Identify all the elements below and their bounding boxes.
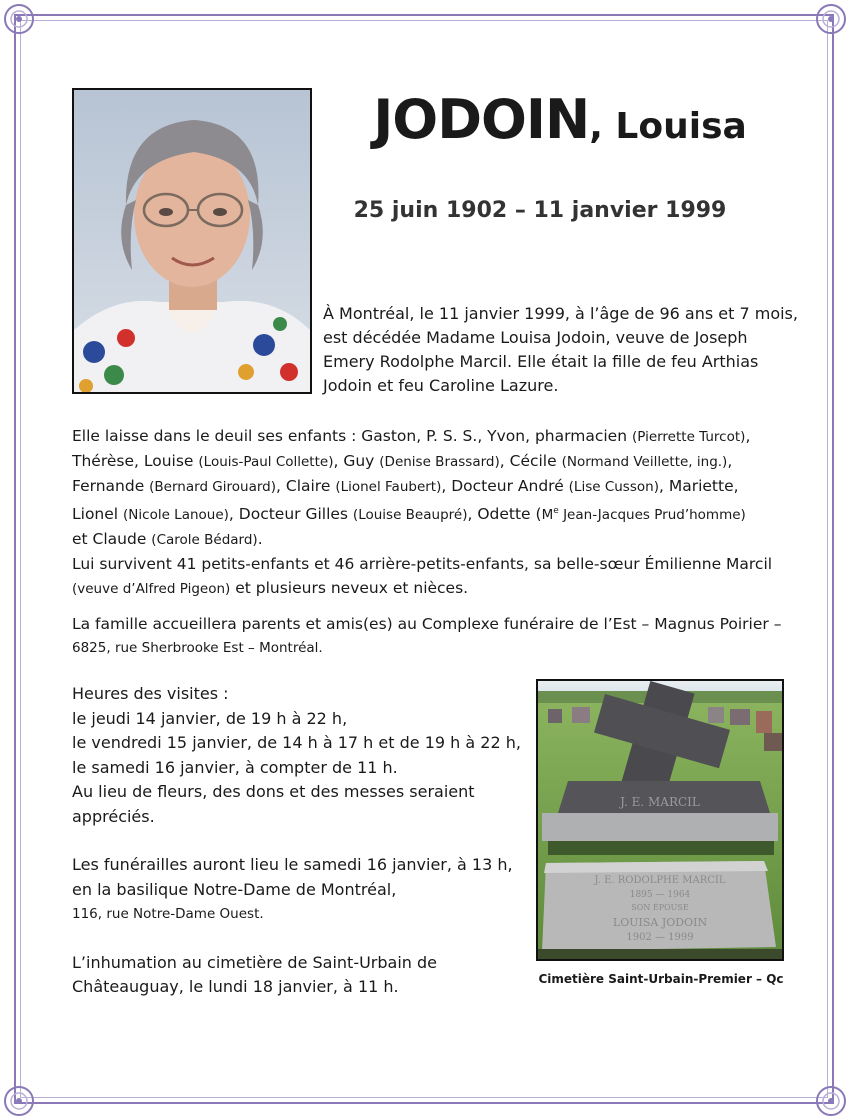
spouse-name: (Lionel Faubert) [335, 479, 442, 495]
flowers-note: Au lieu de fleurs, des dons et des messes seraient [72, 782, 475, 801]
spouse-name: (Pierrette Turcot) [631, 429, 746, 445]
flowers-note: appréciés. [72, 806, 155, 826]
text: , Docteur André [441, 477, 569, 495]
corner-ornament-top-right [814, 2, 848, 36]
text: Elle laisse dans le deuil ses enfants : Gaston, P. S. S., Yvon, pharmacien [72, 427, 632, 445]
intro-line: Emery Rodolphe Marcil. Elle était la fille de feu Arthias [323, 352, 759, 371]
family-line [72, 527, 812, 552]
visitation-line: le vendredi 15 janvier, de 14 h à 17 h et de 19 h à 22 h, [72, 733, 521, 752]
family-line [72, 424, 812, 449]
text: , Mariette, [658, 477, 739, 495]
funeral-line: Les funérailles auront lieu le samedi 16 janvier, à 13 h, [72, 855, 513, 874]
corner-ornament-bottom-right [814, 1084, 848, 1118]
text: Fernande [72, 477, 150, 495]
superscript: e [553, 506, 559, 516]
visitation-line: le jeudi 14 janvier, de 19 h à 22 h, [72, 708, 348, 728]
plaque-line: 1895 — 1964 [629, 890, 691, 900]
text: Thérèse, Louise [72, 452, 199, 470]
text: et plusieurs neveux et nièces. [230, 579, 469, 598]
visitation-section [72, 682, 532, 1000]
spouse-name: Jean-Jacques Prud’homme) [558, 507, 746, 524]
spouse-name: (Nicole Lanoue) [123, 507, 229, 524]
deceased-first-name: , Louisa [589, 106, 747, 147]
burial-line: Châteauguay, le lundi 18 janvier, à 11 h. [72, 977, 399, 996]
spouse-name: M [541, 507, 554, 524]
family-line [72, 576, 812, 601]
intro-line: À Montréal, le 11 janvier 1999, à l’âge de 96 ans et 7 mois, [323, 304, 798, 323]
plaque-line: 1902 — 1999 [626, 932, 694, 943]
spouse-name: (Bernard Girouard) [149, 479, 277, 495]
cemetery-photo [536, 679, 784, 961]
intro-line: est décédée Madame Louisa Jodoin, veuve de Joseph [323, 328, 748, 347]
text: Lionel [72, 505, 124, 524]
plaque-line: LOUISA JODOIN [612, 916, 708, 929]
visitation-line: le samedi 16 janvier, à compter de 11 h. [72, 757, 398, 777]
plaque-line: J. E. RODOLPHE MARCIL [594, 875, 726, 886]
spouse-name: (Normand Veillette, ing.) [561, 454, 728, 470]
cemetery-caption: Cimetière Saint-Urbain-Premier – Qc [538, 972, 784, 986]
text: . [257, 530, 263, 549]
family-line [72, 449, 812, 474]
funeral-address: 116, rue Notre-Dame Ouest. [72, 906, 264, 922]
spouse-name: (Denise Brassard) [379, 454, 500, 470]
text: , [727, 452, 733, 470]
page-title [340, 88, 780, 151]
funeral-line: en la basilique Notre-Dame de Montréal, [72, 879, 397, 899]
deceased-last-name: JODOIN [373, 88, 590, 151]
burial-line: L’inhumation au cimetière de Saint-Urbain de [72, 952, 438, 972]
family-line [72, 474, 812, 499]
funeral-home-line: La famille accueillera parents et amis(es) au Complexe funéraire de l’Est – Magnus Poirier – [72, 615, 782, 633]
intro-line: Jodoin et feu Caroline Lazure. [323, 376, 559, 395]
spouse-name: (Carole Bédard) [151, 532, 258, 549]
spouse-name: (Louis-Paul Collette) [198, 454, 334, 470]
base-inscription: J. E. MARCIL [620, 795, 700, 809]
text: , Guy [333, 452, 380, 470]
family-paragraph [72, 424, 812, 601]
spouse-name: (veuve d’Alfred Pigeon) [72, 581, 231, 598]
text: , [745, 427, 751, 445]
plaque-line: SON ÉPOUSE [631, 903, 689, 912]
portrait-photo [72, 88, 312, 394]
spouse-name: (Louise Beaupré) [352, 507, 468, 524]
funeral-home-paragraph [72, 612, 812, 660]
intro-paragraph [323, 302, 803, 398]
text: , Docteur Gilles [228, 505, 353, 524]
visitation-heading: Heures des visites : [72, 684, 229, 703]
corner-ornament-top-left [2, 2, 36, 36]
life-dates: 25 juin 1902 – 11 janvier 1999 [353, 198, 727, 223]
text: , Cécile [499, 452, 562, 470]
text: et Claude [72, 530, 152, 549]
family-line [72, 499, 812, 527]
spouse-name: (Lise Cusson) [568, 479, 659, 495]
text: , Odette ( [467, 505, 542, 524]
funeral-home-address: 6825, rue Sherbrooke Est – Montréal. [72, 640, 323, 656]
family-line: Lui survivent 41 petits-enfants et 46 arrière-petits-enfants, sa belle-sœur Émilienne Marcil [72, 555, 773, 574]
corner-ornament-bottom-left [2, 1084, 36, 1118]
text: , Claire [276, 477, 336, 495]
